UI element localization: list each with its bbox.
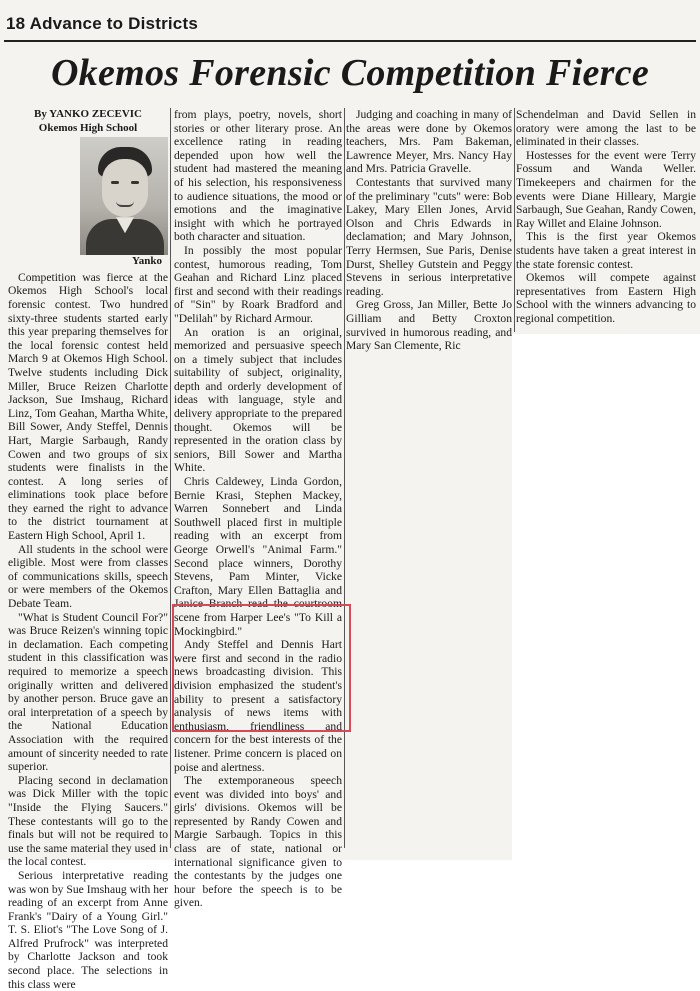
paragraph: Placing second in declamation was Dick Miller with the topic "Inside the Flying Saucers." These contestants will go to the finals but will not be required to use the same material they used in the local contest. (8, 773, 168, 869)
highlighted-paragraph: Andy Steffel and Dennis Hart were first and second in the radio news broadcasting division. This division emphasized the student's ability to present a satisfactory analysis of news items with enthusiasm, friendliness and concern for the best interests of the listener. Prime concern is placed on poise and alertness. (174, 638, 342, 774)
article-column-1 (8, 108, 168, 991)
paragraph: Okemos will compete against representatives from Eastern High School with the winners advancing to regional competition. (516, 271, 696, 325)
photo-caption: Yanko (132, 255, 162, 268)
article-column-4 (516, 108, 696, 326)
heading-rule (4, 40, 696, 42)
article-column-2 (174, 108, 342, 910)
paragraph: The extemporaneous speech event was divided into boys' and girls' divisions. Okemos will be represented by Randy Cowen and Margie Sarbaugh. Topics in this class are of state, national or international significance given to the contestants by the judges one hour before the speech is to be given. (174, 774, 342, 910)
paragraph: Judging and coaching in many of the areas were done by Okemos teachers, Mrs. Pam Bakeman, Lawrence Meyer, Mrs. Nancy Hay and Mrs. Patricia Gravelle. (346, 108, 512, 176)
byline (8, 108, 168, 135)
paragraph: Greg Gross, Jan Miller, Bette Jo Gilliam and Betty Croxton survived in humorous reading, and Mary San Clemente, Ric (346, 298, 512, 353)
column-rule-2 (344, 108, 345, 848)
paragraph: from plays, poetry, novels, short stories or other literary prose. An excellence rating in reading depended upon how well the student had mastered the meaning of his selection, his responsiveness to audience situations, the mood or emotions and the imaginative insight with which he portrayed both character and situation. (174, 108, 342, 244)
paragraph: Contestants that survived many of the preliminary "cuts" were: Bob Lakey, Mary Ellen Jones, Arvid Olson and Chris Edwards in declamation; and Mary Johnson, Terry Hermsen, Sue Paris, Denise Durst, Shelley Gutstein and Peggy Stevens in serious interpretative reading. (346, 175, 512, 298)
author-photo (80, 137, 168, 255)
paragraph: Competition was fierce at the Okemos High School's local forensic contest. Two hundred sixty-three students started early this year preparing themselves for the local forensic contest held March 9 at Okemos High School. Twelve students including Dick Miller, Bruce Reizen Charlotte Jackson, Sue Imshaug, Richard Linz, Tom Geahan, Martha White, Bill Sower, Andy Steffel, Dennis Hart, Margie Sarbaugh, Randy Cowen and two groups of six students were finalists in the contest. A long series of eliminations took place before they earned the right to advance to the district tournament at Eastern High School, April 1. (8, 270, 168, 543)
paragraph: Schendelman and David Sellen in oratory were among the last to be eliminated in their classes. (516, 108, 696, 149)
headline: Okemos Forensic Competition Fierce (50, 52, 650, 94)
column-rule-3 (514, 108, 515, 332)
paragraph: This is the first year Okemos students have taken a great interest in the state forensic contest. (516, 230, 696, 271)
article-column-3 (346, 108, 512, 353)
paragraph: In possibly the most popular contest, humorous reading, Tom Geahan and Richard Linz placed first and second with their readings of "Sin" by Roark Bradford and "Delilah" by Richard Armour. (174, 243, 342, 325)
byline-school: Okemos High School (38, 121, 138, 134)
paragraph: All students in the school were eligible. Most were from classes of communications skills, speech or were members of the Okemos Debate Team. (8, 542, 168, 611)
paragraph: Serious interpretative reading was won by Sue Imshaug with her reading of an excerpt from Anne Frank's "Dairy of a Young Girl." T. S. Eliot's "The Love Song of J. Alfred Prufrock" was interpreted by Charlotte Jackson and took second place. The selections in this class were (8, 868, 168, 991)
paragraph: An oration is an original, memorized and persuasive speech on a timely subject that includes suitability of subject, originality, depth and orderly development of ideas with language, style and delivery appropriate to the prepared thought. Okemos will be represented in the oration class by seniors, Bill Sower and Martha White. (174, 325, 342, 475)
author-photo-block (76, 137, 168, 269)
paragraph: Hostesses for the event were Terry Fossum and Wanda Weller. Timekeepers and chairmen for the events were Diane Hilleary, Margie Sarbaugh, Sue Geahan, Randy Cowen, Ray Willet and Elaine Johnson. (516, 148, 696, 230)
blank-margin (512, 334, 700, 860)
byline-author: By YANKO ZECEVIC (34, 108, 142, 120)
kicker-heading: 18 Advance to Districts (6, 14, 198, 33)
paragraph: Chris Caldewey, Linda Gordon, Bernie Krasi, Stephen Mackey, Warren Sonnebert and Linda Southwell placed first in multiple reading with an excerpt from George Orwell's "Animal Farm." Second place winners, Dorothy Stevens, Pam Minter, Vicke Crafton, Mary Ellen Battaglia and Janice Branch read the courtroom scene from Harper Lee's "To Kill a Mockingbird." (174, 475, 342, 638)
paragraph: "What is Student Council For?" was Bruce Reizen's winning topic in declamation. Each competing student in this classification was required to memorize a speech originally written and delivered by another person. Bruce gave an oral interpretation of a speech by the National Education Association with the required amount of sincerity needed to rate superior. (8, 610, 168, 774)
column-rule-1 (170, 108, 171, 848)
